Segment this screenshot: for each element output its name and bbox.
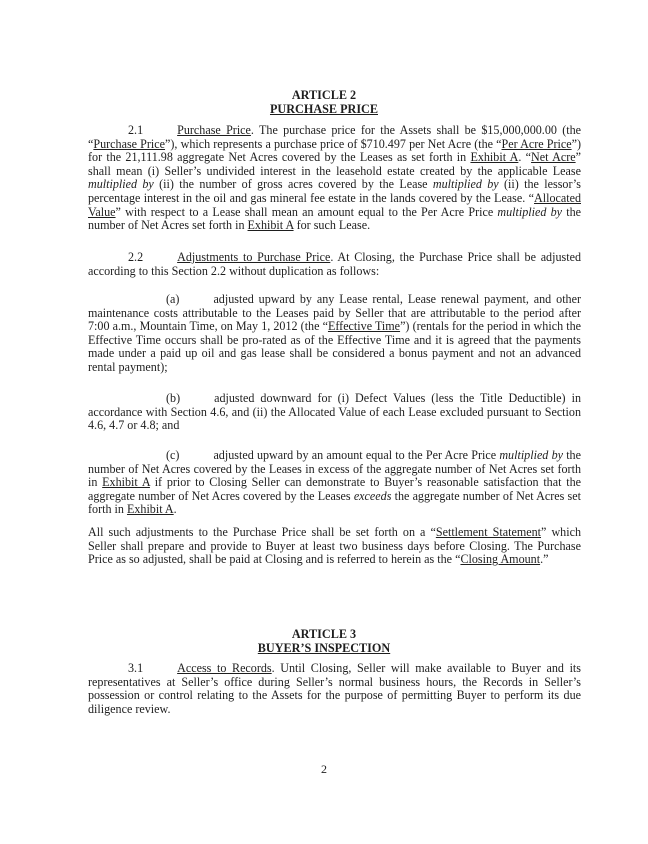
section-number: 2.1	[128, 123, 144, 137]
defined-term: Closing Amount	[460, 552, 541, 567]
text-run: adjusted upward by an amount equal to the Per Acre Price	[213, 448, 500, 462]
text-run: (ii) the lessor’s percentage interest in the oil and gas mineral fee estate in the lands covered by the Lease. “	[88, 177, 581, 205]
exhibit-reference: Exhibit A	[102, 475, 150, 490]
text-run: the number of Net Acres set forth in	[88, 204, 581, 233]
text-run: ”), which represents a purchase price of $710.497 per Net Acre (the “	[165, 136, 502, 151]
item-label: (a)	[166, 292, 180, 306]
text-run: . At Closing, the Purchase Price shall be adjusted according to this Section 2.2 without duplication as follows:	[88, 250, 581, 278]
text-run: (ii) the number of gross acres covered by the Lease	[153, 177, 433, 192]
text-run: All such adjustments to the Purchase Price shall be set forth on a “	[88, 525, 436, 539]
section-heading: Adjustments to Purchase Price	[177, 250, 331, 264]
section-heading: Access to Records	[177, 661, 272, 675]
section-number: 3.1	[128, 661, 144, 675]
text-run: ”) for the 21,111.98 aggregate Net Acres covered by the Leases as set forth in	[88, 136, 582, 165]
defined-term: Per Acre Price	[501, 136, 572, 151]
text-run: adjusted upward by any Lease rental, Lease renewal payment, and other maintenance costs attributable to the Leases paid by Seller that are attributable to the period after 7:00 a.m., Mountain Time, on May 1, 2012 (the “	[88, 292, 581, 334]
emphasis: multiplied by	[497, 204, 563, 219]
text-run: .”	[540, 552, 549, 567]
item-label: (c)	[166, 448, 180, 462]
exhibit-reference: Exhibit A	[126, 502, 174, 517]
text-run: ”) (rentals for the period in which the Effective Time occurs shall be pro-rated as of the Effective Time and it is agreed that the payments made under a paid up oil and gas lease shall be considered a bonus payment and not an advanced rental payment);	[88, 319, 581, 374]
settlement-paragraph	[88, 526, 581, 567]
text-run: ” shall mean (i) Seller’s undivided interest in the leasehold estate created by the applicable Lease	[88, 150, 581, 178]
defined-term: Settlement Statement	[435, 525, 542, 539]
emphasis: multiplied by	[499, 448, 563, 462]
article-number: ARTICLE 3	[291, 627, 357, 641]
text-run: the number of Net Acres covered by the Leases in excess of the aggregate number of Net Acres set forth in	[88, 448, 581, 490]
emphasis: multiplied by	[88, 177, 154, 192]
article-3-heading	[0, 627, 648, 655]
text-run: adjusted downward for (i) Defect Values (less the Title Deductible) in accordance with Section 4.6, and (ii) the Allocated Value of each Lease excluded pursuant to Section 4.6, 4.7 or 4.8; and	[88, 391, 581, 433]
page-number: 2	[321, 762, 327, 776]
text-run: if prior to Closing Seller can demonstrate to Buyer’s reasonable satisfaction that the aggregate number of Net Acres covered by the Leases	[88, 475, 581, 503]
text-run: ” which Seller shall prepare and provide to Buyer at least two business days before Closing. The Purchase Price as so adjusted, shall be paid at Closing and is referred to herein as the “	[88, 525, 581, 567]
defined-term: Allocated Value	[88, 190, 581, 219]
item-b	[88, 392, 581, 433]
defined-term: Purchase Price	[93, 136, 166, 151]
section-2-1	[88, 124, 581, 233]
defined-term: Effective Time	[327, 319, 401, 334]
article-title: BUYER’S INSPECTION	[257, 641, 391, 655]
text-run: . The purchase price for the Assets shall be $15,000,000.00 (the “	[88, 123, 581, 151]
text-run: . “	[518, 150, 532, 165]
exhibit-reference: Exhibit A	[247, 218, 294, 233]
text-run: ” with respect to a Lease shall mean an amount equal to the Per Acre Price	[115, 204, 498, 219]
text-run: . Until Closing, Seller will make available to Buyer and its representatives at Seller’s office during Seller’s normal business hours, the Records in Seller’s possession or control relating to the Assets for the purpose of permitting Buyer to perform its due diligence review.	[88, 661, 581, 716]
section-number: 2.2	[128, 250, 144, 264]
text-run: for such Lease.	[293, 218, 371, 233]
emphasis: multiplied by	[432, 177, 499, 192]
item-c	[88, 449, 581, 517]
item-a	[88, 293, 581, 375]
text-run: .	[173, 502, 177, 517]
article-title: PURCHASE PRICE	[269, 102, 378, 116]
section-3-1	[88, 662, 581, 716]
exhibit-reference: Exhibit A	[470, 150, 519, 165]
item-label: (b)	[166, 391, 181, 405]
article-2-heading	[0, 88, 648, 116]
section-heading: Purchase Price	[177, 123, 251, 137]
text-run: the aggregate number of Net Acres set forth in	[88, 488, 581, 517]
defined-term: Net Acre	[531, 150, 576, 165]
article-number: ARTICLE 2	[291, 88, 357, 102]
emphasis: exceeds	[353, 488, 392, 503]
section-2-2	[88, 251, 581, 278]
